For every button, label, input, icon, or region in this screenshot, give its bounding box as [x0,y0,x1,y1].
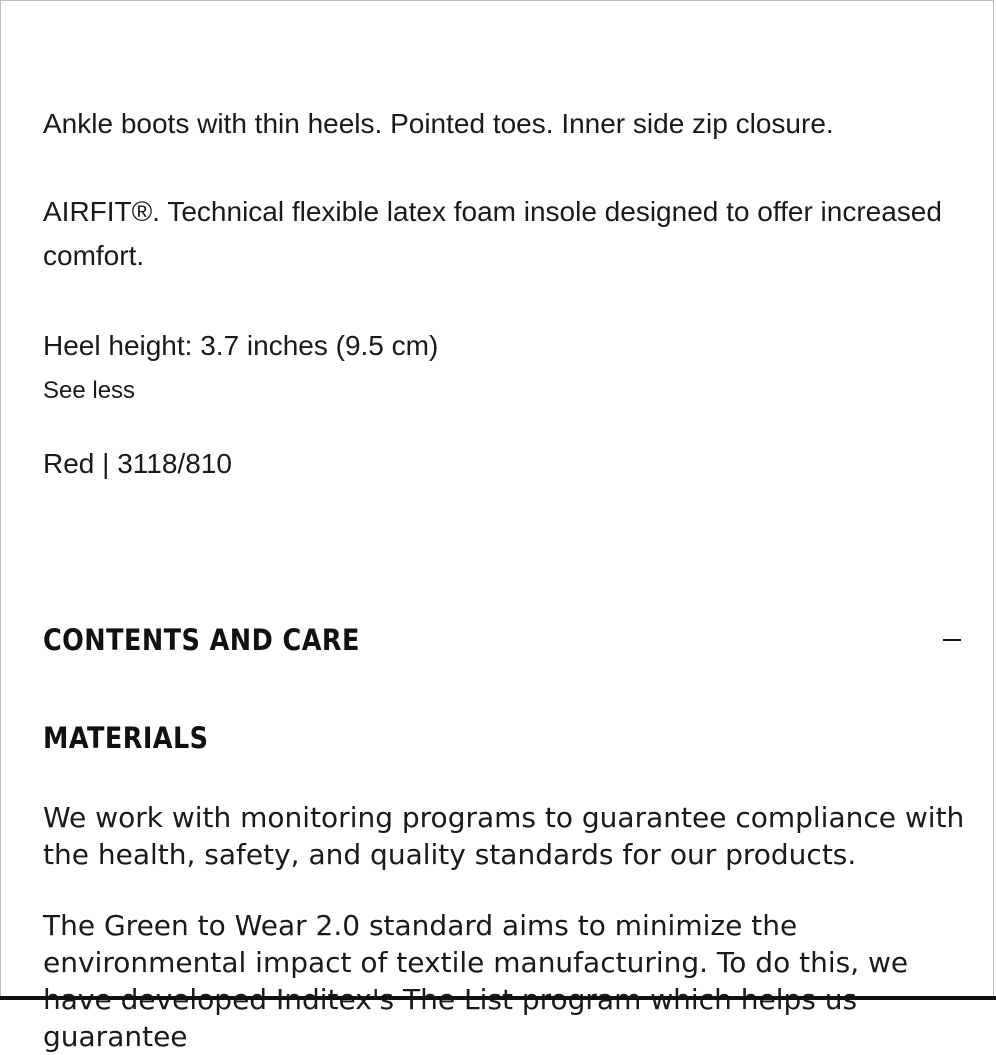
description-text-1: Ankle boots with thin heels. Pointed toes. Inner side zip closure. [43,108,834,139]
minus-icon[interactable] [943,639,961,641]
see-less-link[interactable]: See less [43,377,136,404]
color-reference-text: Red | 3118/810 [43,448,232,479]
bottom-edge [0,996,996,1000]
materials-paragraph-2: The Green to Wear 2.0 standard aims to minimize the environmental impact of textile manufacturing. To do this, we guarantee [43,909,909,1053]
materials-paragraph-1: We work with monitoring programs to guarantee compliance with the health, safety, and quality standards for our products. [43,801,965,871]
heel-height-text: Heel height: 3.7 inches (9.5 cm) [43,330,439,361]
contents-care-header[interactable] [43,618,963,662]
description-text-2: AIRFIT®. Technical flexible latex foam insole designed to offer increased comfort. [43,196,942,271]
materials-title: MATERIALS [43,721,209,755]
contents-care-title: CONTENTS AND CARE [43,623,360,657]
